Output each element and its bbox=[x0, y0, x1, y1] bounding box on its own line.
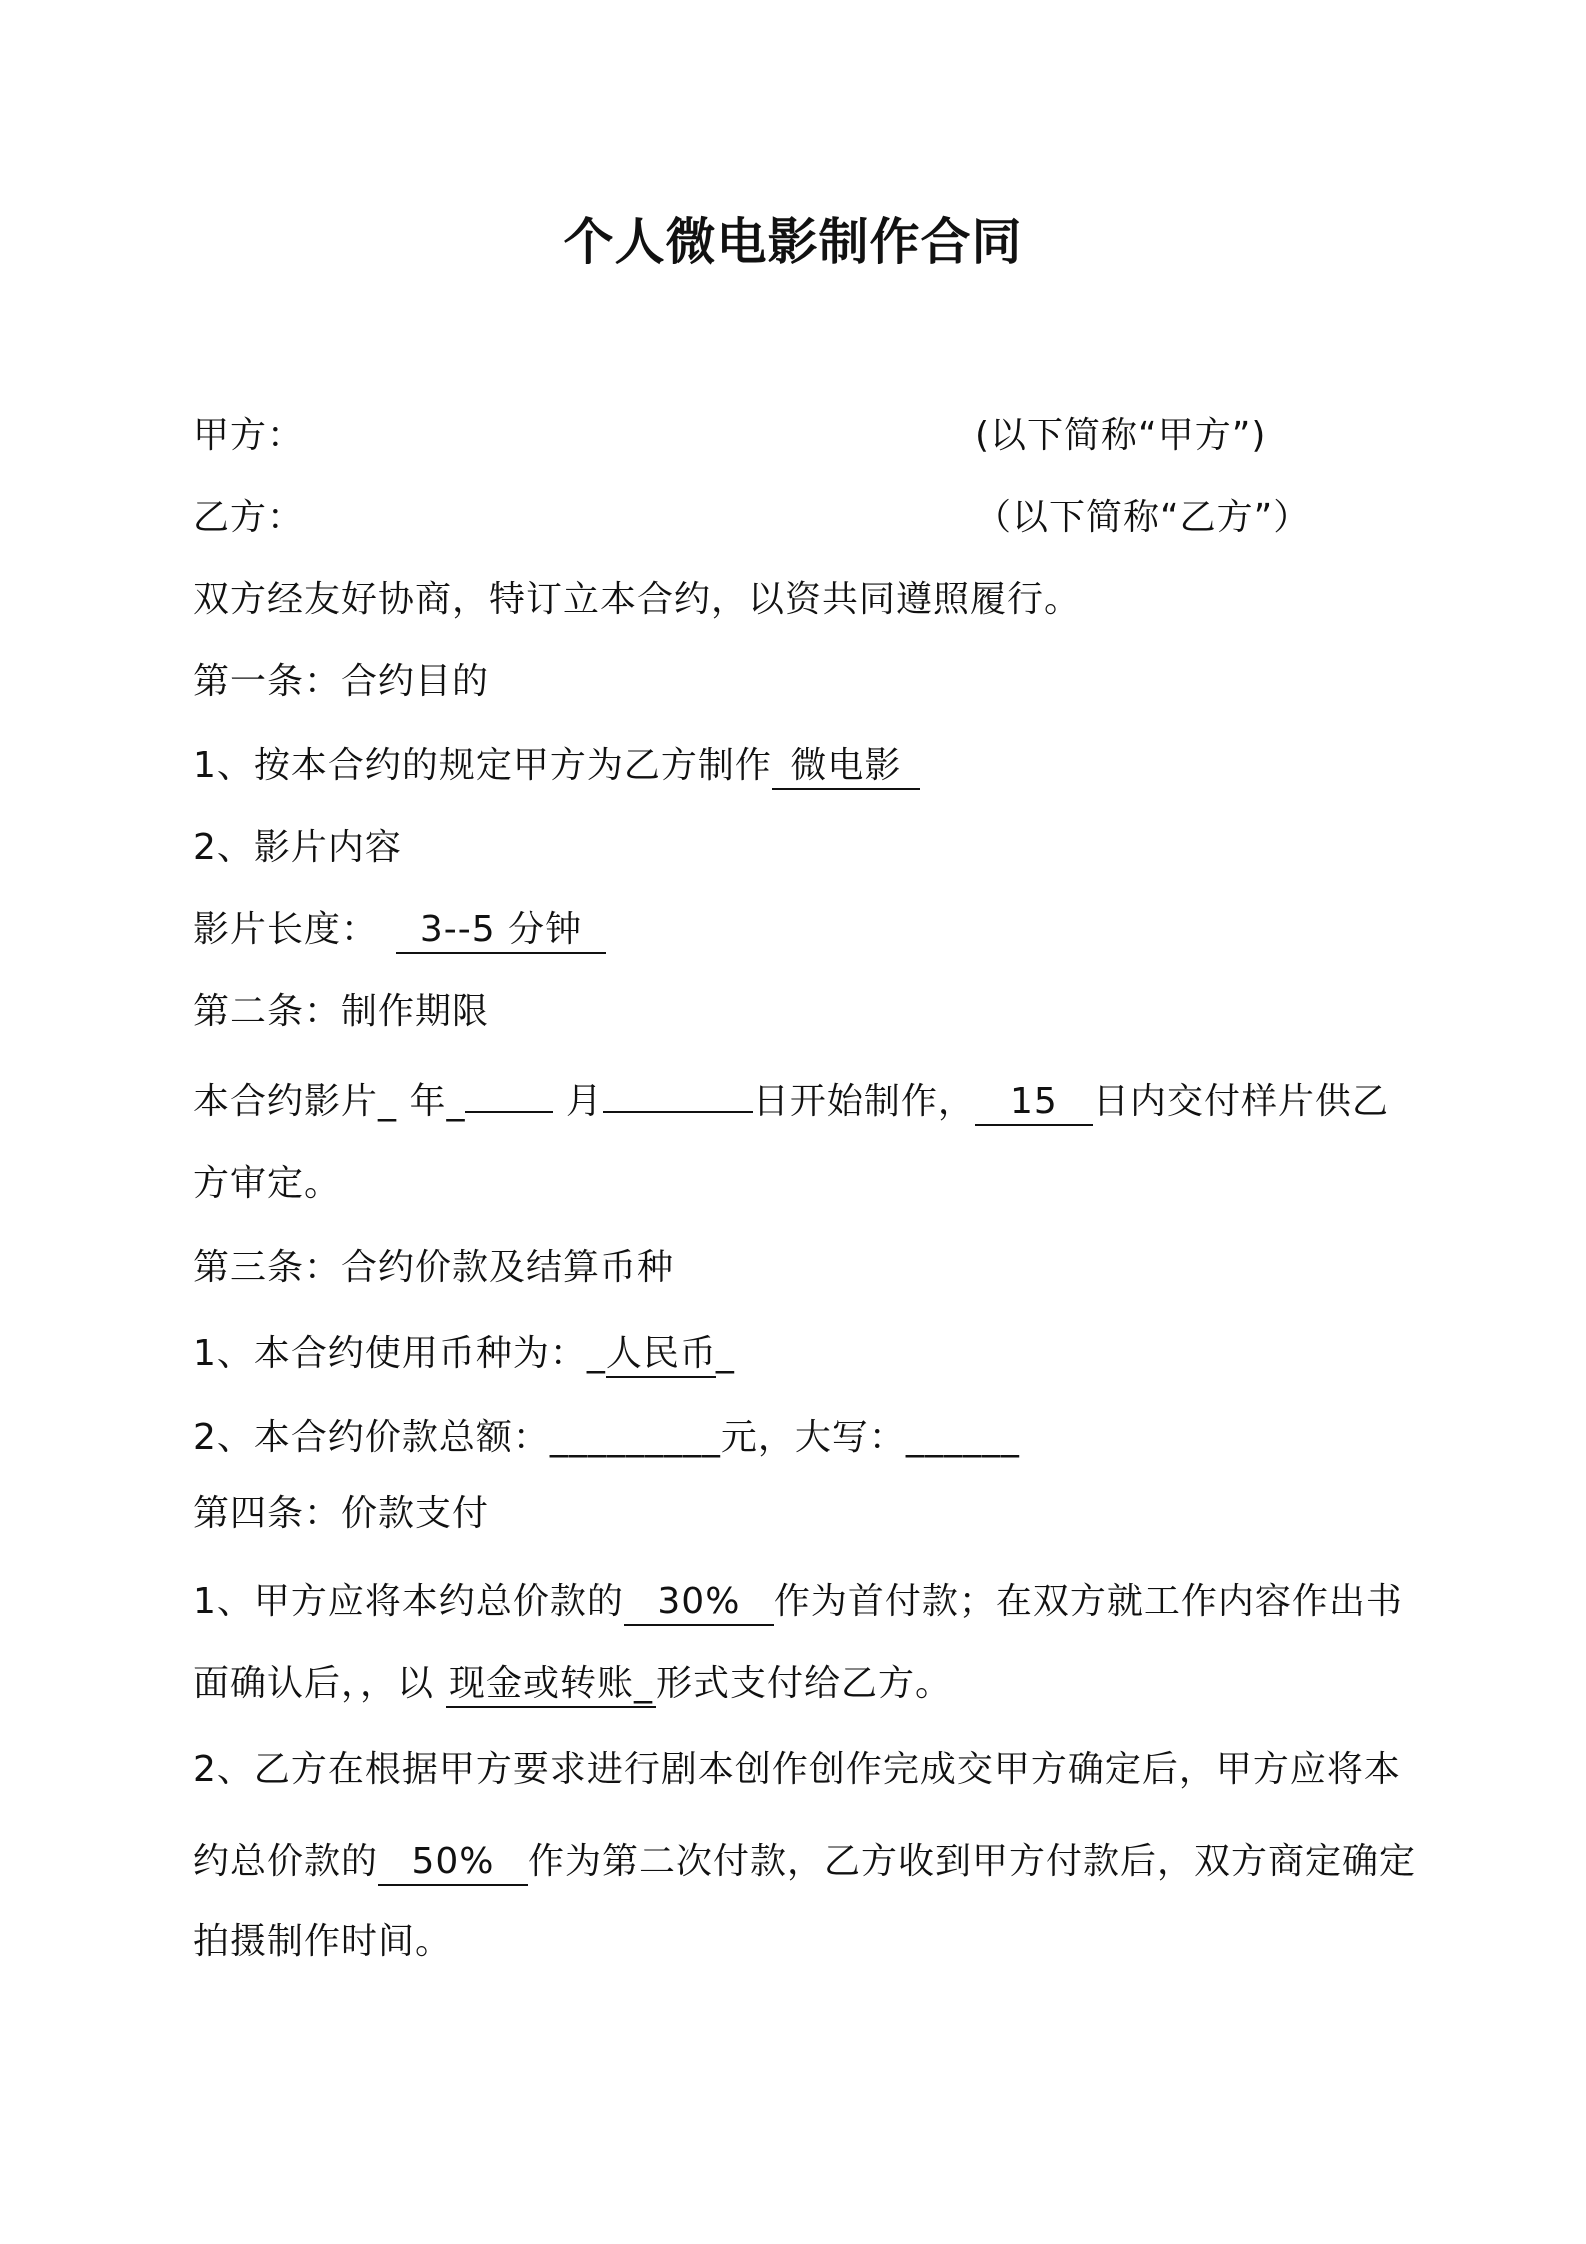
article-2-heading: 第二条：制作期限 bbox=[193, 991, 490, 1032]
production-type-field: 微电影 bbox=[772, 744, 920, 790]
amount-upper-label: 元，大写： bbox=[720, 1417, 906, 1458]
article-3-heading: 第三条：合约价款及结算币种 bbox=[193, 1247, 675, 1288]
article-1-item-1-text: 1、按本合约的规定甲方为乙方制作 bbox=[193, 745, 772, 786]
currency-tail: _ bbox=[715, 1333, 735, 1374]
article-1-item-1 bbox=[193, 742, 920, 790]
film-length-row bbox=[193, 906, 606, 954]
document-title: 个人微电影制作合同 bbox=[563, 213, 1023, 271]
article-3-item-2 bbox=[193, 1414, 1020, 1462]
article-4-heading: 第四条：价款支付 bbox=[193, 1493, 490, 1534]
start-date-month: 月 bbox=[565, 1081, 603, 1122]
delivery-text: 日内交付样片供乙 bbox=[1092, 1081, 1389, 1122]
party-b-label: 乙方： bbox=[193, 497, 305, 538]
party-a-label: 甲方： bbox=[193, 415, 305, 456]
article-4-item-1-line-2 bbox=[193, 1660, 952, 1708]
amount-label: 2、本合约价款总额： bbox=[193, 1417, 550, 1458]
film-length-field: 3--5 分钟 bbox=[396, 908, 606, 954]
currency-field: 人民币 bbox=[606, 1332, 716, 1378]
start-month-blank bbox=[465, 1111, 553, 1113]
start-date-day: 日开始制作， bbox=[752, 1081, 975, 1122]
article-3-item-1 bbox=[193, 1330, 735, 1378]
payment-method-field: 现金或转账_ bbox=[446, 1662, 656, 1708]
party-a-note: (以下简称“甲方”) bbox=[975, 415, 1267, 456]
article-4-item-2-line-1: 2、乙方在根据甲方要求进行剧本创作创作完成交甲方确定后，甲方应将本 bbox=[193, 1749, 1401, 1790]
article-1-item-2: 2、影片内容 bbox=[193, 827, 402, 868]
film-length-label: 影片长度： bbox=[193, 909, 379, 950]
start-day-blank bbox=[603, 1111, 753, 1113]
start-date-year: 本合约影片_ 年_ bbox=[193, 1081, 466, 1122]
article-4-item-2-line-2 bbox=[193, 1838, 1416, 1886]
article-2-line-2: 方审定。 bbox=[193, 1163, 342, 1204]
first-payment-percent: 30% bbox=[624, 1580, 774, 1626]
payment-method-text: 形式支付给乙方。 bbox=[656, 1663, 953, 1704]
intro-paragraph: 双方经友好协商，特订立本合约，以资共同遵照履行。 bbox=[193, 579, 1082, 620]
article-4-item-2-line-3: 拍摄制作时间。 bbox=[193, 1921, 453, 1962]
article-2-line-1 bbox=[193, 1078, 1389, 1126]
article-1-heading: 第一条：合约目的 bbox=[193, 661, 490, 702]
currency-label: 1、本合约使用币种为：_ bbox=[193, 1333, 606, 1374]
delivery-days-field: 15 bbox=[975, 1080, 1093, 1126]
amount-upper-blank: ______ bbox=[905, 1417, 1020, 1458]
amount-blank: _________ bbox=[549, 1417, 721, 1458]
second-payment-label: 约总价款的 bbox=[193, 1841, 379, 1882]
second-payment-text: 作为第二次付款，乙方收到甲方付款后，双方商定确定 bbox=[528, 1841, 1417, 1882]
second-payment-percent: 50% bbox=[378, 1840, 528, 1886]
payment-method-label: 面确认后，，以 bbox=[193, 1663, 435, 1704]
first-payment-text: 作为首付款；在双方就工作内容作出书 bbox=[773, 1581, 1403, 1622]
article-4-item-1-line-1 bbox=[193, 1578, 1403, 1626]
first-payment-label: 1、甲方应将本约总价款的 bbox=[193, 1581, 624, 1622]
party-b-note: （以下简称“乙方”） bbox=[975, 497, 1311, 538]
